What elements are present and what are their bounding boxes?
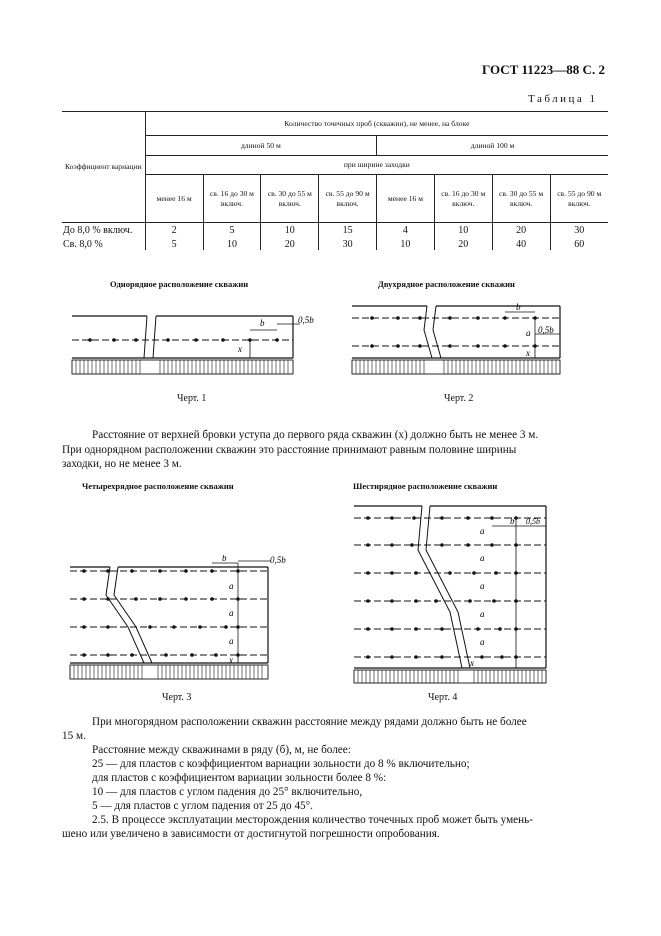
sub-header: св. 55 до 90 м включ. (550, 175, 608, 223)
text-line: заходки, но не менее 3 м. (62, 458, 182, 470)
table-cell: 10 (434, 223, 492, 237)
table-cell: 15 (319, 223, 377, 237)
d2-b-label: b (516, 302, 521, 312)
drawing-3-caption: Черт. 3 (162, 692, 192, 703)
text-line: При многорядном расположении скважин расстояние между рядами должно быть не более (92, 716, 527, 728)
text-line: 2.5. В процессе эксплуатации месторождения количество точечных проб может быть умень- (92, 814, 533, 826)
drawing-3 (66, 555, 336, 685)
text-line: шено или увеличено в зависимости от достигнутой погрешности опробования. (62, 828, 440, 840)
text-line: Расстояние между скважинами в ряду (б), м, не более: (92, 744, 351, 756)
d1-half-b-label: 0,5b (298, 315, 314, 325)
table-cell: 30 (550, 223, 608, 237)
table-cell: 10 (203, 237, 261, 251)
table-cell: 60 (550, 237, 608, 251)
table-row (62, 223, 608, 237)
row-label: До 8,0 % включ. (62, 223, 145, 237)
drawing-1-title: Однорядное расположение скважин (110, 279, 249, 289)
top-header: Количество точечных проб (скважин), не менее, на блоке (145, 112, 608, 136)
d4-a-label: a (480, 609, 485, 619)
table-cell: 20 (492, 223, 550, 237)
d3-a-label: a (229, 608, 234, 618)
table-cell: 5 (145, 237, 203, 251)
text-line: При однорядном расположении скважин это расстояние принимают равным половине ширины (62, 444, 517, 456)
document-header: ГОСТ 11223—88 С. 2 (482, 62, 605, 77)
d2-half-b-label: 0,5b (538, 325, 554, 335)
d4-a-label: a (480, 581, 485, 591)
table-cell: 2 (145, 223, 203, 237)
drawing-1 (70, 310, 325, 382)
sub-header: менее 16 м (145, 175, 203, 223)
table-row (62, 237, 608, 251)
table-cell: 20 (434, 237, 492, 251)
drawing-2-title: Двухрядное расположение скважин (378, 279, 515, 289)
d4-half-b-label: 0,5b (526, 517, 540, 526)
drawing-2-caption: Черт. 2 (444, 393, 474, 404)
sub-header: св. 55 до 90 м включ. (319, 175, 377, 223)
sub-header: св. 16 до 30 м включ. (434, 175, 492, 223)
d4-a-label: a (480, 526, 485, 536)
d2-a-label: a (526, 328, 531, 338)
table-cell: 10 (261, 223, 319, 237)
drawing-1-caption: Черт. 1 (177, 393, 207, 404)
text-line: 5 — для пластов с углом падения от 25 до 45°. (92, 800, 313, 812)
sampling-table (62, 111, 608, 250)
table-cell: 40 (492, 237, 550, 251)
width-header: при ширине заходки (145, 156, 608, 175)
coef-header: Коэффициент вариации (62, 112, 145, 223)
table-cell: 4 (377, 223, 435, 237)
d3-a-label: a (229, 636, 234, 646)
text-line: 25 — для пластов с коэффициентом вариации зольности до 8 % включительно; (92, 758, 470, 770)
drawing-4-title: Шестирядное расположение скважин (353, 481, 498, 491)
d3-a-label: a (229, 581, 234, 591)
drawing-3-title: Четырехрядное расположение скважин (82, 481, 234, 491)
sub-header: св. 16 до 30 м включ. (203, 175, 261, 223)
d3-x-label: x (229, 655, 233, 665)
sub-header: менее 16 м (377, 175, 435, 223)
drawing-4-caption: Черт. 4 (428, 692, 458, 703)
len50-header: длиной 50 м (145, 136, 376, 156)
row-label: Св. 8,0 % (62, 237, 145, 251)
text-line: для пластов с коэффициентом вариации зольности более 8 %: (92, 772, 387, 784)
sub-header: св. 30 до 55 м включ. (261, 175, 319, 223)
drawing-2 (350, 300, 615, 382)
d4-a-label: a (480, 637, 485, 647)
d2-x-label: x (526, 348, 530, 358)
table-caption: Таблица 1 (528, 93, 598, 105)
d3-b-label: b (222, 555, 227, 563)
d1-x-label: x (238, 344, 242, 354)
d4-a-label: a (480, 553, 485, 563)
text-line: 15 м. (62, 730, 86, 742)
table-cell: 5 (203, 223, 261, 237)
d4-x-label: x (470, 658, 474, 668)
len100-header: длиной 100 м (377, 136, 608, 156)
text-line: Расстояние от верхней бровки уступа до первого ряда скважин (x) должно быть не менее 3 м. (92, 429, 539, 441)
table-cell: 20 (261, 237, 319, 251)
text-line: 10 — для пластов с углом падения до 25° включительно, (92, 786, 363, 798)
d1-b-label: b (260, 318, 265, 328)
table-cell: 10 (377, 237, 435, 251)
sub-header: св. 30 до 55 м включ. (492, 175, 550, 223)
d4-b-label: b (510, 516, 515, 526)
drawing-4 (350, 500, 620, 686)
d3-half-b-label: 0,5b (270, 555, 286, 565)
table-cell: 30 (319, 237, 377, 251)
